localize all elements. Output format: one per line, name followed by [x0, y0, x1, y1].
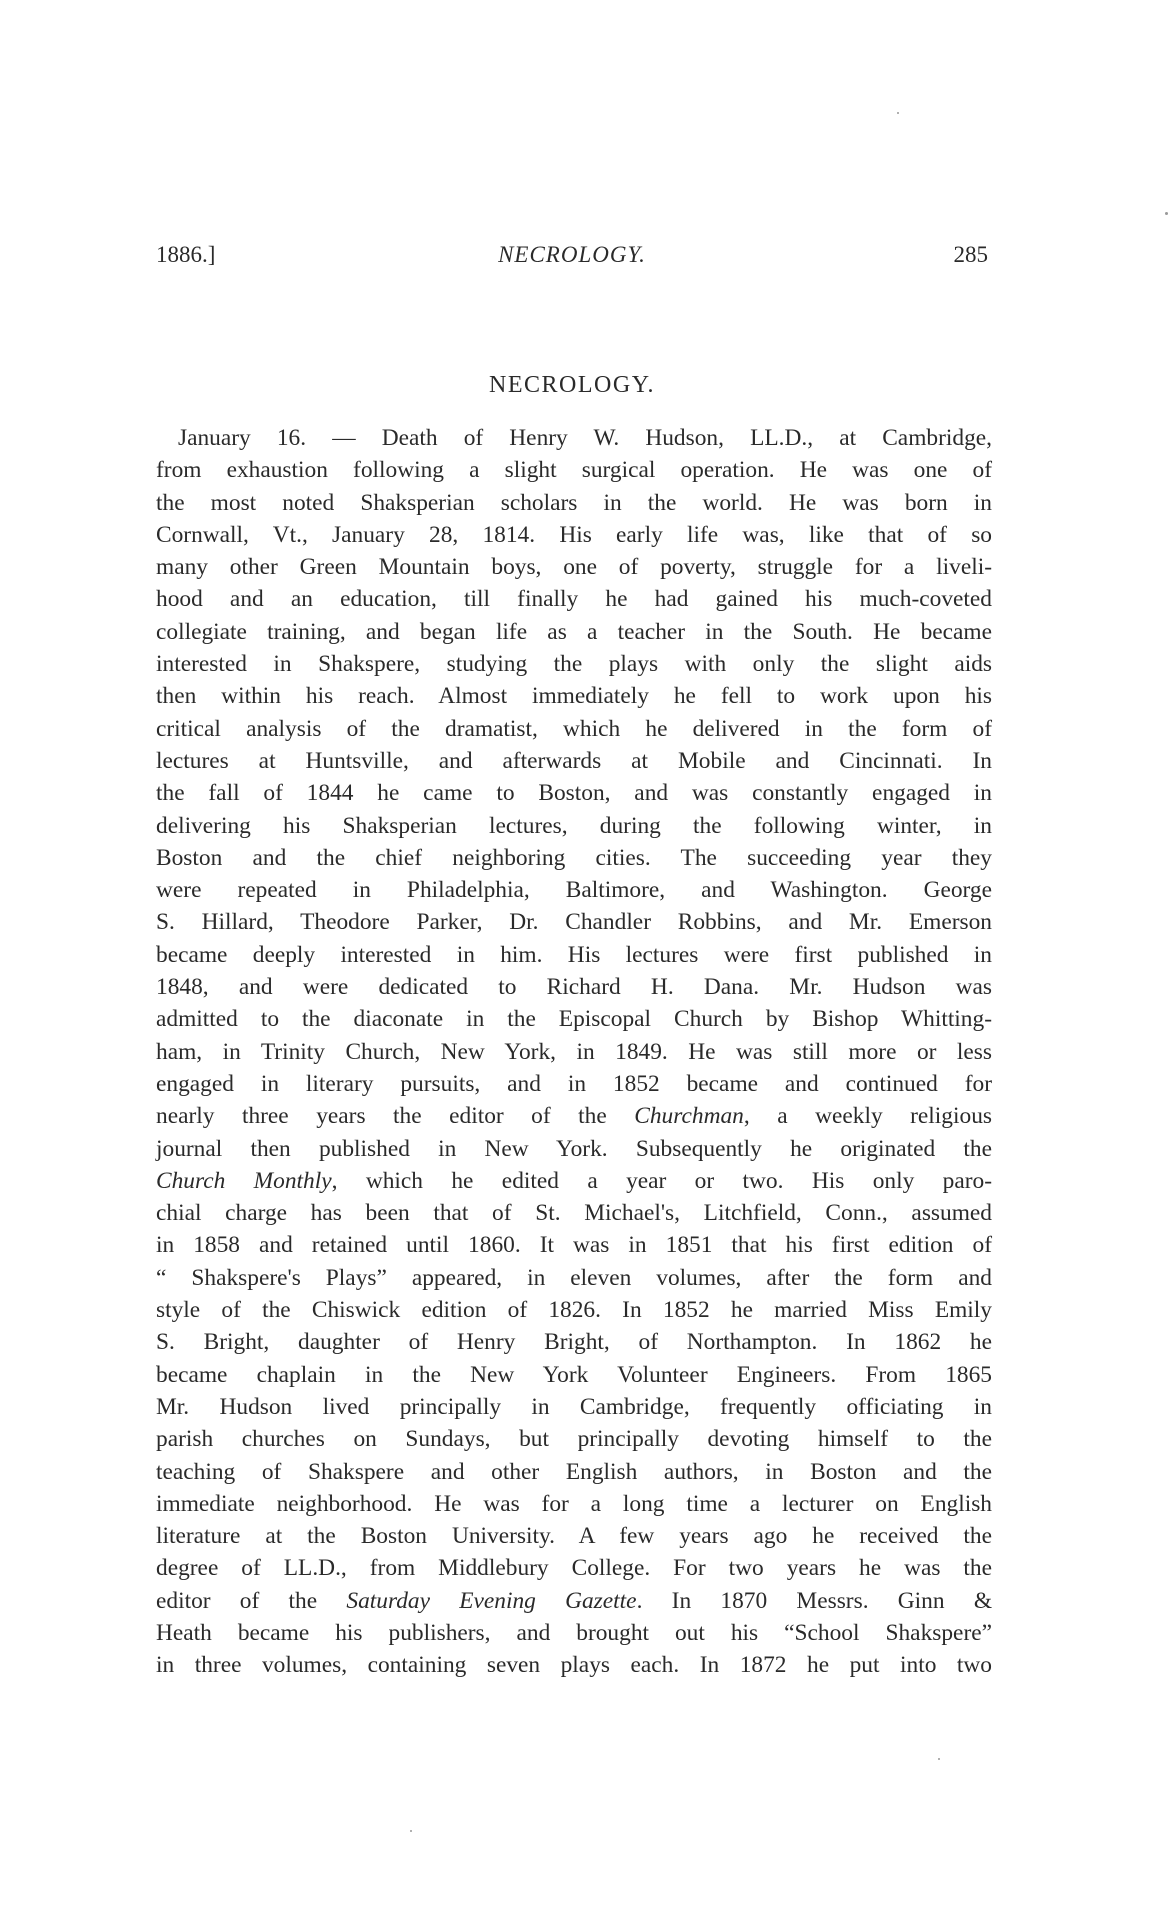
text-line: critical analysis of the dramatist, which he delivered in the form of [156, 715, 992, 742]
running-head [156, 242, 988, 272]
text-line: in three volumes, containing seven plays each. In 1872 he put into two [156, 1652, 992, 1679]
text-line: from exhaustion following a slight surgical operation. He was one of [156, 457, 992, 484]
text-line: interested in Shakspere, studying the plays with only the slight aids [156, 651, 992, 678]
text-line: many other Green Mountain boys, one of poverty, struggle for a liveli- [156, 554, 992, 581]
text-line: then within his reach. Almost immediately he fell to work upon his [156, 683, 992, 710]
text-line: 1848, and were dedicated to Richard H. Dana. Mr. Hudson was [156, 974, 992, 1001]
article-body [156, 422, 992, 1682]
text-line: S. Bright, daughter of Henry Bright, of Northampton. In 1862 he [156, 1329, 992, 1356]
text-line: Church Monthly, which he edited a year or two. His only paro- [156, 1167, 992, 1194]
text-line: literature at the Boston University. A few years ago he received the [156, 1523, 992, 1550]
text-line: admitted to the diaconate in the Episcopal Church by Bishop Whitting- [156, 1006, 992, 1033]
text-line: Cornwall, Vt., January 28, 1814. His early life was, like that of so [156, 521, 992, 548]
text-line: in 1858 and retained until 1860. It was in 1851 that his first edition of [156, 1232, 992, 1259]
italic-title: Churchman [634, 1103, 744, 1130]
text-line: “ Shakspere's Plays” appeared, in eleven volumes, after the form and [156, 1264, 992, 1291]
text-line: immediate neighborhood. He was for a long time a lecturer on English [156, 1490, 992, 1517]
scan-speck [897, 112, 899, 114]
text-line: Mr. Hudson lived principally in Cambridge, frequently officiating in [156, 1393, 992, 1420]
text-line: collegiate training, and began life as a teacher in the South. He became [156, 618, 992, 645]
italic-title: Church Monthly [156, 1167, 332, 1194]
text-line: January 16. — Death of Henry W. Hudson, LL.D., at Cambridge, [178, 425, 992, 451]
text-line: engaged in literary pursuits, and in 1852 became and continued for [156, 1070, 992, 1097]
scan-speck [410, 1830, 412, 1832]
text-line: became deeply interested in him. His lectures were first published in [156, 941, 992, 968]
italic-title: Saturday Evening Gazette [346, 1587, 637, 1614]
text-line: degree of LL.D., from Middlebury College. For two years he was the [156, 1555, 992, 1582]
text-line: hood and an education, till finally he had gained his much-coveted [156, 586, 992, 613]
text-line: lectures at Huntsville, and afterwards at Mobile and Cincinnati. In [156, 747, 992, 774]
header-year: 1886.] [156, 242, 216, 267]
page-number: 285 [953, 242, 988, 267]
text-line: ham, in Trinity Church, New York, in 1849. He was still more or less [156, 1038, 992, 1065]
scan-speck [938, 1758, 940, 1760]
text-line: Boston and the chief neighboring cities. The succeeding year they [156, 844, 992, 871]
text-line: became chaplain in the New York Volunteer Engineers. From 1865 [156, 1361, 992, 1388]
text-line: nearly three years the editor of the Churchman, a weekly religious [156, 1103, 992, 1130]
header-running-title: NECROLOGY. [498, 242, 646, 267]
text-line: the most noted Shaksperian scholars in the world. He was born in [156, 489, 992, 516]
text-line: Heath became his publishers, and brought out his “School Shakspere” [156, 1619, 992, 1646]
text-line: style of the Chiswick edition of 1826. In 1852 he married Miss Emily [156, 1297, 992, 1324]
text-line: were repeated in Philadelphia, Baltimore, and Washington. George [156, 877, 992, 904]
text-line: the fall of 1844 he came to Boston, and was constantly engaged in [156, 780, 992, 807]
text-line: chial charge has been that of St. Michael's, Litchfield, Conn., assumed [156, 1200, 992, 1227]
text-line: editor of the Saturday Evening Gazette. In 1870 Messrs. Ginn & [156, 1587, 993, 1614]
article-title: NECROLOGY. [489, 372, 655, 398]
text-line: journal then published in New York. Subsequently he originated the [156, 1135, 992, 1162]
text-line: S. Hillard, Theodore Parker, Dr. Chandler Robbins, and Mr. Emerson [156, 909, 992, 936]
text-line: parish churches on Sundays, but principally devoting himself to the [156, 1426, 992, 1453]
scan-speck [1165, 212, 1168, 215]
text-line: delivering his Shaksperian lectures, during the following winter, in [156, 812, 992, 839]
text-line: teaching of Shakspere and other English authors, in Boston and the [156, 1458, 992, 1485]
